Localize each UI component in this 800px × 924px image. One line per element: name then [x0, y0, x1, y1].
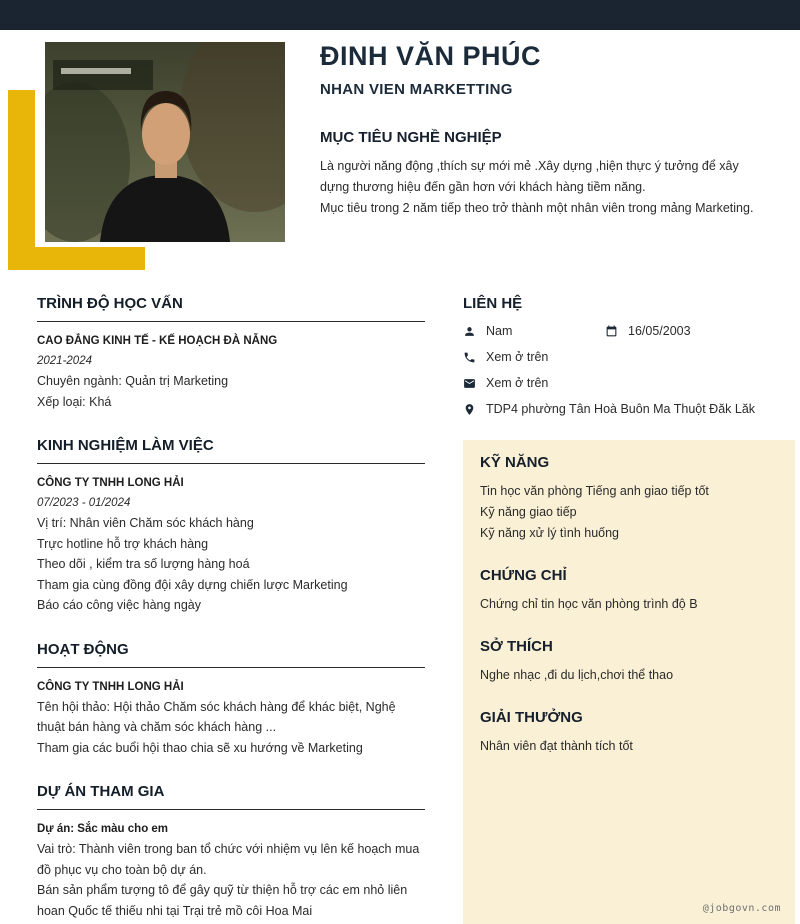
- detail-line: Chuyên ngành: Quản trị Marketing: [37, 374, 229, 388]
- mail-icon: [463, 377, 476, 390]
- contact-phone: [463, 350, 548, 364]
- activities-entry: [37, 677, 425, 759]
- email-value: Xem ở trên: [486, 376, 549, 390]
- contact-email: [463, 376, 548, 390]
- school-name: CAO ĐẲNG KINH TẾ - KẾ HOẠCH ĐÀ NẴNG: [37, 335, 278, 347]
- detail-line: Bán sản phẩm tượng tô để gây quỹ từ thiện hỗ trợ các em nhỏ liên hoan Quốc tế thiếu nhi tại Trại trẻ mồ côi Hoa Mai: [37, 883, 408, 918]
- section-activities: [37, 641, 425, 759]
- company-name: CÔNG TY TNHH LONG HẢI: [37, 477, 184, 489]
- hobbies-heading: SỞ THÍCH: [480, 638, 553, 655]
- profile-photo-placeholder: [45, 42, 285, 242]
- gold-accent-horizontal: [8, 247, 145, 270]
- contact-row-email: [463, 376, 795, 390]
- phone-icon: [463, 351, 476, 364]
- contact-dob: [605, 324, 691, 338]
- detail-line: Tên hội thảo: Hội thảo Chăm sóc khách hàng để khác biệt, Nghệ thuật bán hàng và chăm sóc khách hàng ...: [37, 699, 396, 734]
- skills-heading: KỸ NĂNG: [480, 454, 550, 471]
- section-awards: [480, 709, 778, 757]
- dob-value: 16/05/2003: [628, 324, 691, 338]
- profile-photo: [45, 42, 285, 242]
- person-icon: [463, 325, 476, 338]
- skill-item: Kỹ năng giao tiếp: [480, 505, 577, 519]
- gold-accent-vertical: [8, 90, 35, 270]
- top-bar: [0, 0, 800, 30]
- experience-heading: KINH NGHIỆM LÀM VIỆC: [37, 437, 425, 464]
- projects-heading: DỰ ÁN THAM GIA: [37, 783, 425, 810]
- awards-heading: GIẢI THƯỞNG: [480, 709, 583, 726]
- section-education: [37, 295, 425, 412]
- objective-line: Là người năng động ,thích sự mới mẻ .Xây dựng ,hiện thực ý tưởng để xây dựng thương hiệu đến gần hơn với khách hàng tiềm năng.: [320, 158, 739, 194]
- address-value: TDP4 phường Tân Hoà Buôn Ma Thuột Đăk Lăk: [486, 402, 756, 416]
- objective-heading: MỤC TIÊU NGHỀ NGHIỆP: [320, 128, 502, 146]
- calendar-icon: [605, 325, 618, 338]
- skill-item: Tin học văn phòng Tiếng anh giao tiếp tốt: [480, 484, 709, 498]
- projects-entry: [37, 819, 425, 921]
- contact-address: [463, 402, 755, 416]
- watermark: @jobgovn.com: [702, 903, 781, 914]
- detail-line: Báo cáo công việc hàng ngày: [37, 598, 202, 612]
- section-experience: [37, 437, 425, 616]
- contact-row-gender-dob: [463, 324, 795, 338]
- project-name: Dự án: Sắc màu cho em: [37, 823, 169, 835]
- detail-line: Theo dõi , kiểm tra số lượng hàng hoá: [37, 557, 250, 571]
- detail-line: Trực hotline hỗ trợ khách hàng: [37, 536, 209, 551]
- company-name: CÔNG TY TNHH LONG HẢI: [37, 680, 184, 693]
- skill-item: Kỹ năng xử lý tình huống: [480, 526, 620, 540]
- education-period: 2021-2024: [37, 355, 92, 367]
- gender-value: Nam: [486, 324, 513, 338]
- detail-line: Xếp loại: Khá: [37, 394, 112, 409]
- experience-period: 07/2023 - 01/2024: [37, 497, 131, 509]
- contact-row-phone: [463, 350, 795, 364]
- section-certificates: [480, 567, 778, 615]
- job-title: NHAN VIEN MARKETTING: [320, 80, 513, 98]
- contact-heading: LIÊN HỆ: [463, 295, 523, 312]
- section-projects: [37, 783, 425, 921]
- header-block: [320, 40, 762, 219]
- education-entry: [37, 331, 425, 412]
- award-item: Nhân viên đạt thành tích tốt: [480, 739, 633, 753]
- left-column: [37, 295, 425, 924]
- contact-row-address: [463, 402, 795, 416]
- certificates-heading: CHỨNG CHỈ: [480, 567, 567, 584]
- detail-line: Vai trò: Thành viên trong ban tổ chức với nhiệm vụ lên kế hoạch mua đồ phục vụ cho toàn bộ dự án.: [37, 842, 420, 877]
- detail-line: Vị trí: Nhân viên Chăm sóc khách hàng: [37, 516, 254, 530]
- section-hobbies: [480, 638, 778, 686]
- contact-gender: [463, 324, 605, 338]
- activities-heading: HOẠT ĐỘNG: [37, 641, 425, 668]
- location-icon: [463, 403, 476, 416]
- certificate-item: Chứng chỉ tin học văn phòng trình độ B: [480, 597, 698, 611]
- section-skills: [480, 454, 778, 544]
- hobby-item: Nghe nhạc ,đi du lịch,chơi thể thao: [480, 668, 674, 682]
- candidate-name: ĐINH VĂN PHÚC: [320, 41, 542, 71]
- contact-block: [463, 295, 795, 428]
- experience-entry: [37, 473, 425, 616]
- objective-text: [320, 156, 762, 219]
- detail-line: Tham gia các buổi hội thao chia sẽ xu hướng về Marketing: [37, 740, 363, 755]
- phone-value: Xem ở trên: [486, 350, 549, 364]
- detail-line: Tham gia cùng đồng đội xây dựng chiến lược Marketing: [37, 577, 348, 592]
- education-heading: TRÌNH ĐỘ HỌC VẤN: [37, 295, 425, 322]
- objective-line: Mục tiêu trong 2 năm tiếp theo trở thành một nhân viên trong mảng Marketing.: [320, 200, 754, 215]
- side-panel: [463, 440, 795, 924]
